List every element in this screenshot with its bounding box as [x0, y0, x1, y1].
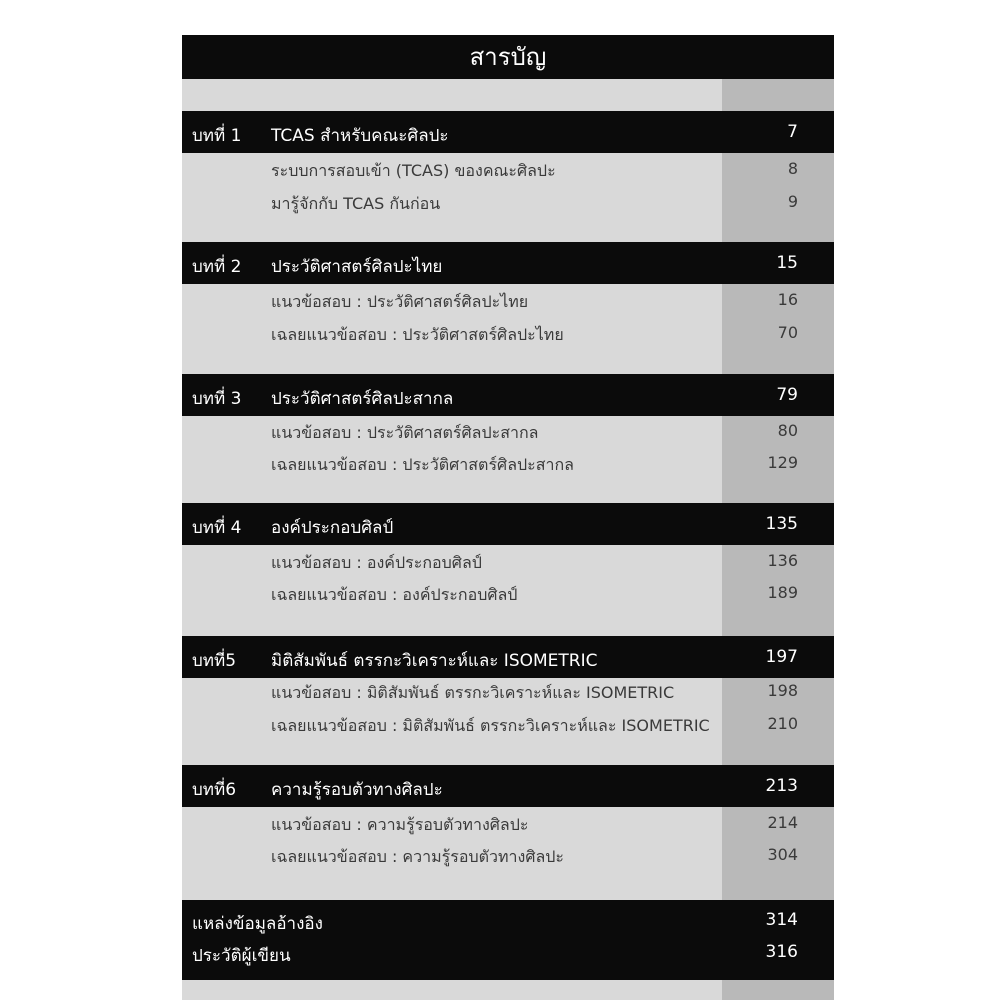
chapter-page: 15: [776, 253, 798, 273]
entry-page: 129: [767, 453, 798, 472]
toc-entry: [182, 415, 834, 447]
chapter-page: 197: [765, 647, 798, 667]
chapter-label: บทที่ 2: [192, 257, 242, 277]
entry-title: มารู้จักกับ TCAS กันก่อน: [271, 194, 441, 213]
toc-entry: [182, 447, 834, 479]
entry-title: แนวข้อสอบ : ประวัติศาสตร์ศิลปะไทย: [271, 292, 529, 311]
entry-page: 214: [767, 813, 798, 832]
toc-title: สารบัญ: [182, 35, 834, 79]
chapter-title: ประวัติศาสตร์ศิลปะสากล: [271, 389, 454, 409]
chapter-page: 79: [776, 385, 798, 405]
entry-page: 136: [767, 551, 798, 570]
entry-title: แนวข้อสอบ : องค์ประกอบศิลป์: [271, 553, 482, 572]
entry-page: 70: [777, 323, 798, 342]
appendix-title: ประวัติผู้เขียน: [192, 946, 291, 966]
appendix-entry: [182, 936, 834, 968]
chapter-title: ประวัติศาสตร์ศิลปะไทย: [271, 257, 443, 277]
toc-entry: [182, 153, 834, 185]
appendix-entry: [182, 904, 834, 936]
chapter-heading: [182, 636, 834, 678]
appendix-page: 316: [765, 942, 798, 962]
entry-page: 198: [767, 681, 798, 700]
chapter-heading: [182, 374, 834, 416]
toc-entry: [182, 807, 834, 839]
toc-entry: [182, 317, 834, 349]
chapter-page: 7: [787, 122, 798, 142]
chapter-label: บทที่6: [192, 780, 237, 800]
chapter-label: บทที่ 4: [192, 518, 242, 538]
appendix-page: 314: [765, 910, 798, 930]
chapter-heading: [182, 765, 834, 807]
toc-entry: [182, 284, 834, 316]
chapter-label: บทที่ 3: [192, 389, 242, 409]
chapter-page: 135: [765, 514, 798, 534]
chapter-label: บทที่ 1: [192, 126, 242, 146]
entry-title: แนวข้อสอบ : ความรู้รอบตัวทางศิลปะ: [271, 815, 529, 834]
chapter-label: บทที่5: [192, 651, 237, 671]
entry-title: เฉลยแนวข้อสอบ : ความรู้รอบตัวทางศิลปะ: [271, 847, 565, 866]
appendix-title: แหล่งข้อมูลอ้างอิง: [192, 914, 323, 934]
toc-entry: [182, 839, 834, 871]
toc-entry: [182, 577, 834, 609]
chapter-title: มิติสัมพันธ์ ตรรกะวิเคราะห์และ ISOMETRIC: [271, 651, 598, 671]
chapter-title: ความรู้รอบตัวทางศิลปะ: [271, 780, 443, 800]
entry-page: 210: [767, 714, 798, 733]
entry-page: 304: [767, 845, 798, 864]
entry-title: ระบบการสอบเข้า (TCAS) ของคณะศิลปะ: [271, 161, 556, 180]
appendix-block: [182, 900, 834, 980]
chapter-title: TCAS สำหรับคณะศิลปะ: [271, 126, 449, 146]
entry-title: แนวข้อสอบ : ประวัติศาสตร์ศิลปะสากล: [271, 423, 539, 442]
entry-page: 9: [787, 192, 798, 211]
entry-page: 8: [787, 159, 798, 178]
toc-entry: [182, 545, 834, 577]
chapter-heading: [182, 242, 834, 284]
toc-entry: [182, 186, 834, 218]
toc-entry: [182, 675, 834, 707]
toc-page: [182, 35, 834, 1000]
entry-title: เฉลยแนวข้อสอบ : องค์ประกอบศิลป์: [271, 585, 518, 604]
chapter-heading: [182, 503, 834, 545]
entry-page: 189: [767, 583, 798, 602]
entry-title: เฉลยแนวข้อสอบ : มิติสัมพันธ์ ตรรกะวิเคราะห์และ ISOMETRIC: [271, 716, 710, 735]
entry-page: 16: [777, 290, 798, 309]
entry-title: เฉลยแนวข้อสอบ : ประวัติศาสตร์ศิลปะสากล: [271, 455, 574, 474]
chapter-page: 213: [765, 776, 798, 796]
chapter-title: องค์ประกอบศิลป์: [271, 518, 394, 538]
chapter-heading: [182, 111, 834, 153]
entry-title: แนวข้อสอบ : มิติสัมพันธ์ ตรรกะวิเคราะห์และ ISOMETRIC: [271, 683, 675, 702]
entry-title: เฉลยแนวข้อสอบ : ประวัติศาสตร์ศิลปะไทย: [271, 325, 564, 344]
entry-page: 80: [777, 421, 798, 440]
toc-entry: [182, 708, 834, 740]
